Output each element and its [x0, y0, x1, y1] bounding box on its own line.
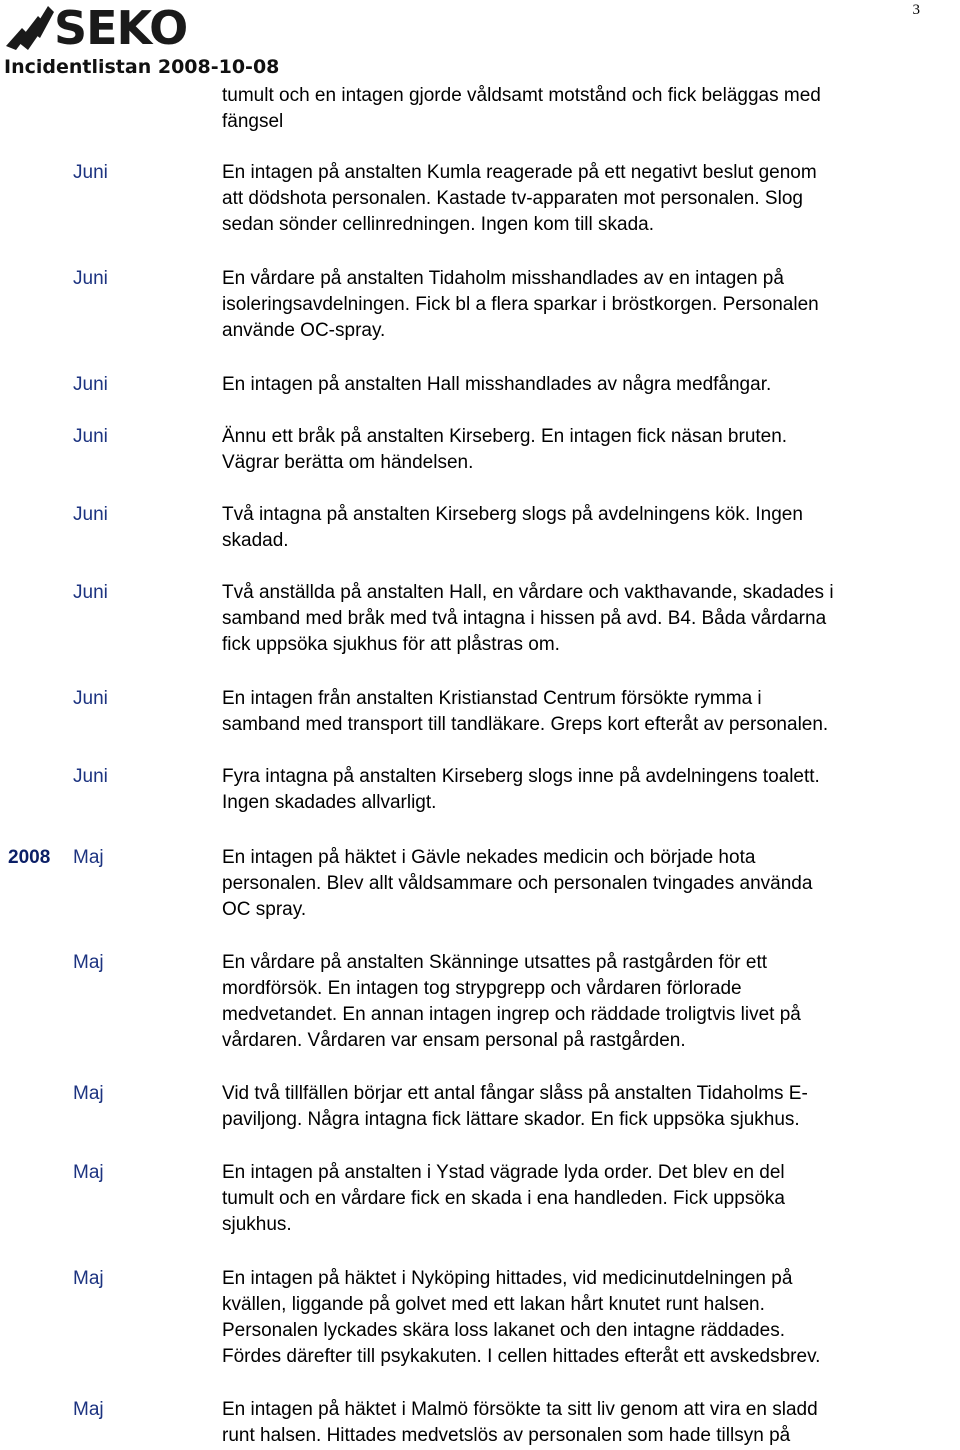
incident-description: Två anställda på anstalten Hall, en vårdare och vakthavande, skadades i samband med bråk med två intagna i hissen på avd. B4. Båda vårdarna fick uppsöka sjukhus för att plåstras om. [222, 582, 834, 655]
incident-month: Maj [73, 1083, 104, 1104]
incident-month: Juni [73, 268, 108, 289]
incident-description: En intagen på häktet i Malmö försökte ta sitt liv genom att vira en sladd runt halsen. Hittades medvetslös av personalen som hade tillsyn på [222, 1399, 818, 1446]
incident-description: En intagen på häktet i Nyköping hittades, vid medicinutdelningen på kvällen, liggande på golvet med ett lakan hårt knutet runt halsen. Personalen lyckades skära loss lakanet och den intagne räddades. Fördes därefter till psykakuten. I cellen hittades efteråt ett avskedsbrev. [222, 1268, 821, 1367]
incident-month: Juni [73, 426, 108, 447]
incident-month: Juni [73, 582, 108, 603]
incident-month: Juni [73, 374, 108, 395]
incident-month: Maj [73, 1162, 104, 1183]
incident-description: Vid två tillfällen börjar ett antal fångar slåss på anstalten Tidaholms E- paviljong. Några intagna fick lättare skador. En fick uppsöka sjukhus. [222, 1083, 808, 1130]
incident-description: En vårdare på anstalten Skänninge utsattes på rastgården för ett mordförsök. En intagen tog strypgrepp och vårdaren förlorade medvetandet. En annan intagen ingrep och räddade troligtvis livet på vårdaren. Vårdaren var ensam personal på rastgården. [222, 952, 801, 1051]
incident-month: Maj [73, 1399, 104, 1420]
incident-month: Juni [73, 766, 108, 787]
incident-description: tumult och en intagen gjorde våldsamt motstånd och fick beläggas med fängsel [222, 85, 821, 132]
incident-description: Ännu ett bråk på anstalten Kirseberg. En intagen fick näsan bruten. Vägrar berätta om händelsen. [222, 426, 788, 473]
incident-description: Två intagna på anstalten Kirseberg slogs på avdelningens kök. Ingen skadad. [222, 504, 803, 551]
incident-description: En intagen på anstalten Kumla reagerade på ett negativt beslut genom att dödshota personalen. Kastade tv-apparaten mot personalen. Slog sedan sönder cellinredningen. Ingen kom till skada. [222, 162, 817, 235]
incident-description: En intagen på anstalten Hall misshandlades av några medfångar. [222, 374, 772, 395]
incident-month: Juni [73, 504, 108, 525]
page-number: 3 [912, 2, 920, 18]
seko-logo [4, 1, 188, 55]
incident-month: Juni [73, 162, 108, 183]
incident-description: En intagen på anstalten i Ystad vägrade lyda order. Det blev en del tumult och en vårdare fick en skada i ena handleden. Fick uppsöka sjukhus. [222, 1162, 785, 1235]
incident-month: Maj [73, 1268, 104, 1289]
document-subtitle: Incidentlistan 2008-10-08 [4, 56, 280, 78]
page-header [0, 0, 960, 80]
incident-description: Fyra intagna på anstalten Kirseberg slogs inne på avdelningens toalett. Ingen skadades allvarligt. [222, 766, 820, 813]
incident-year: 2008 [8, 847, 51, 868]
incident-description: En intagen från anstalten Kristianstad Centrum försökte rymma i samband med transport till tandläkare. Greps kort efteråt av personalen. [222, 688, 829, 735]
incident-month: Maj [73, 952, 104, 973]
incident-description: En vårdare på anstalten Tidaholm misshandlades av en intagen på isoleringsavdelningen. Fick bl a flera sparkar i bröstkorgen. Personalen använde OC-spray. [222, 268, 819, 341]
incident-month: Juni [73, 688, 108, 709]
logo-wordmark: SEKO [54, 1, 188, 55]
incident-description: En intagen på häktet i Gävle nekades medicin och började hota personalen. Blev allt våldsammare och personalen tvingades använda OC spray. [222, 847, 813, 920]
incident-month: Maj [73, 847, 104, 868]
